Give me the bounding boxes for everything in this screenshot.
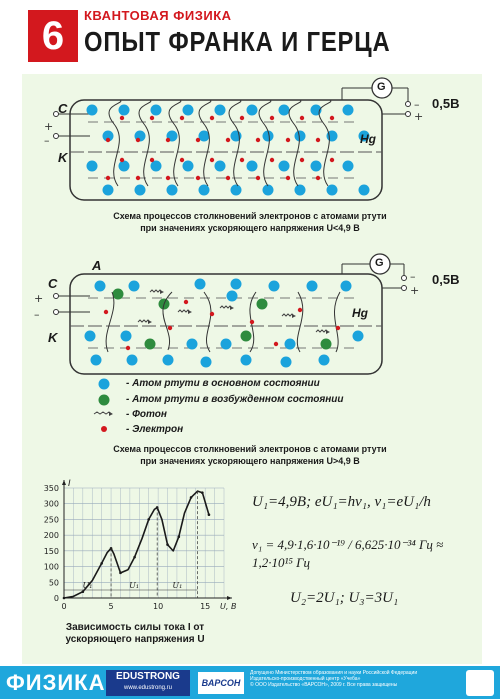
- ground-atom: [319, 355, 330, 366]
- ground-atom: [279, 161, 290, 172]
- ground-atom: [295, 131, 306, 142]
- voltage-2: 0,5В: [432, 272, 460, 287]
- ground-atom: [163, 355, 174, 366]
- terminal: [402, 276, 407, 281]
- caption-1b: при значениях ускоряющего напряжения U<4,9 В: [140, 223, 360, 233]
- y-tick-label: 300: [43, 499, 59, 509]
- ground-atom: [119, 105, 130, 116]
- ground-atom: [343, 105, 354, 116]
- legend-item-excited: - Атом ртути в возбужденном состоянии: [126, 394, 344, 405]
- y-tick-label: 150: [43, 546, 59, 556]
- electron: [106, 176, 110, 180]
- x-tick-label: 5: [108, 602, 114, 611]
- topic-label: КВАНТОВАЯ ФИЗИКА: [84, 8, 232, 23]
- electron: [150, 158, 154, 162]
- data-point: [100, 562, 103, 565]
- svg-text:–: –: [414, 98, 420, 111]
- svg-text:–: –: [410, 270, 416, 283]
- electron-path: [106, 292, 114, 352]
- ground-atom: [221, 339, 232, 350]
- terminal: [54, 134, 59, 139]
- electron-path: [169, 100, 181, 186]
- electron: [286, 176, 290, 180]
- ground-atom: [307, 281, 318, 292]
- svg-text:+: +: [34, 292, 44, 305]
- ground-atom: [295, 185, 306, 196]
- formula-3: U₂=2U₁; U₃=3U₁: [290, 590, 399, 606]
- y-tick-label: 50: [48, 578, 59, 588]
- label-g-1: G: [377, 81, 386, 93]
- terminal: [402, 286, 407, 291]
- x-tick-label: 10: [153, 602, 164, 611]
- electron-path: [229, 100, 241, 186]
- svg-text:+: +: [414, 110, 424, 123]
- electron: [196, 176, 200, 180]
- electron: [166, 138, 170, 142]
- electron-path: [259, 100, 271, 186]
- caption-1a: Схема процессов столкновений электронов с атомами ртути: [113, 211, 387, 221]
- data-point: [201, 491, 204, 494]
- electron: [106, 138, 110, 142]
- label-k-1: K: [58, 150, 68, 165]
- label-c-2: C: [48, 276, 58, 291]
- y-axis-label: I: [68, 479, 71, 489]
- electron: [316, 176, 320, 180]
- electron: [136, 138, 140, 142]
- photon-arrowhead: [160, 290, 164, 294]
- y-tick-label: 250: [43, 515, 59, 525]
- y-tick-label: 100: [43, 562, 59, 572]
- photon-arrowhead: [230, 306, 234, 310]
- caption-2a: Схема процессов столкновений электронов с атомами ртути: [113, 444, 387, 454]
- ground-atom: [311, 161, 322, 172]
- caption-2b: при значениях ускоряющего напряжения U>4,9 В: [140, 456, 360, 466]
- electron: [120, 116, 124, 120]
- label-g-2: G: [375, 257, 384, 269]
- x-axis-arrow: [227, 596, 232, 600]
- photon-arrowhead: [188, 310, 192, 314]
- electron: [336, 326, 340, 330]
- electron: [256, 176, 260, 180]
- electron: [270, 116, 274, 120]
- electron: [330, 158, 334, 162]
- label-k-2: K: [48, 330, 58, 345]
- electron-path: [297, 292, 303, 352]
- ground-atom: [341, 281, 352, 292]
- ground-atom: [195, 279, 206, 290]
- ground-atom: [227, 291, 238, 302]
- electron: [126, 346, 130, 350]
- terminal: [54, 294, 59, 299]
- excited-atom: [113, 289, 124, 300]
- data-point: [82, 590, 85, 593]
- data-point: [63, 597, 66, 600]
- x-axis-label: U, В: [220, 602, 237, 611]
- data-point: [178, 535, 181, 538]
- terminal: [54, 310, 59, 315]
- scheme1-diagram: [0, 74, 500, 224]
- card-number: 6: [28, 10, 78, 62]
- ground-atom: [359, 185, 370, 196]
- electron: [180, 116, 184, 120]
- ground-atom: [129, 281, 140, 292]
- ground-atom: [247, 105, 258, 116]
- current-voltage-chart: [28, 476, 238, 622]
- interval-label: U₁: [129, 581, 140, 590]
- ground-atom: [279, 105, 290, 116]
- subject-label: ФИЗИКА: [6, 670, 106, 695]
- electron: [184, 300, 188, 304]
- formula-1: U₁=4,9В; eU₁=hν₁, ν₁=eU₁/h: [252, 494, 431, 510]
- svg-text:–: –: [34, 308, 40, 321]
- data-point: [166, 543, 169, 546]
- interval-label: U₁: [172, 581, 183, 590]
- electron: [210, 158, 214, 162]
- ground-atom: [183, 161, 194, 172]
- data-point: [119, 572, 122, 575]
- ground-atom: [285, 339, 296, 350]
- x-tick-label: 0: [61, 602, 67, 611]
- excited-atom: [257, 299, 268, 310]
- electron-icon: [101, 426, 107, 432]
- excited-atom: [321, 339, 332, 350]
- ground-atom: [215, 105, 226, 116]
- terminal: [406, 112, 411, 117]
- approval-text: Допущено Министерством образования и науки Российской Федерации Издательско-производственный центр «Учеба» © ООО Издательство «ВАРСОН», 2009 г. Все права защищены: [250, 670, 418, 688]
- electron-path: [109, 100, 121, 186]
- data-point: [208, 513, 211, 516]
- y-tick-label: 350: [43, 484, 59, 493]
- ground-atom: [119, 161, 130, 172]
- legend-item-electron: - Электрон: [126, 424, 184, 435]
- ground-atom: [95, 281, 106, 292]
- photon-arrowhead: [148, 320, 152, 324]
- data-point: [147, 518, 150, 521]
- ground-atom: [231, 185, 242, 196]
- electron: [316, 138, 320, 142]
- ground-atom: [167, 185, 178, 196]
- electron-path: [319, 100, 331, 186]
- electron: [104, 310, 108, 314]
- y-axis-arrow: [62, 480, 66, 485]
- ground-atom: [215, 161, 226, 172]
- ground-atom: [187, 339, 198, 350]
- electron: [274, 342, 278, 346]
- ground-atom: [135, 185, 146, 196]
- electron: [330, 116, 334, 120]
- electron: [210, 116, 214, 120]
- svg-text:+: +: [44, 120, 54, 133]
- label-hg-2: Hg: [352, 306, 368, 320]
- ground-atom: [183, 105, 194, 116]
- electron-path: [334, 292, 340, 352]
- electron-path: [199, 100, 211, 186]
- ground-atom: [85, 331, 96, 342]
- label-a-2: A: [92, 258, 102, 273]
- ground-atom: [353, 331, 364, 342]
- ground-atom: [263, 185, 274, 196]
- electron: [256, 138, 260, 142]
- excited-atom: [145, 339, 156, 350]
- y-tick-label: 0: [53, 594, 59, 603]
- chart-caption: Зависимость силы тока I от ускоряющего напряжения U: [65, 622, 205, 645]
- electron: [180, 158, 184, 162]
- electron: [196, 138, 200, 142]
- electron: [300, 116, 304, 120]
- scheme2-diagram: [0, 252, 500, 382]
- ground-atom: [343, 161, 354, 172]
- electron: [298, 308, 302, 312]
- ground-atom: [269, 281, 280, 292]
- page-title: ОПЫТ ФРАНКА И ГЕРЦА: [84, 26, 391, 57]
- electron: [226, 138, 230, 142]
- photon-arrowhead: [292, 314, 296, 318]
- legend-icons: [90, 374, 130, 440]
- electron: [136, 176, 140, 180]
- ground-atom-icon: [99, 379, 110, 390]
- data-point: [190, 496, 193, 499]
- ground-atom: [127, 355, 138, 366]
- svg-text:+: +: [410, 284, 420, 297]
- ground-atom: [121, 331, 132, 342]
- label-c-1: C: [58, 101, 68, 116]
- electron: [120, 158, 124, 162]
- electron: [168, 326, 172, 330]
- voltage-1: 0,5В: [432, 96, 460, 111]
- interval-label: U₁: [82, 581, 93, 590]
- electron: [240, 158, 244, 162]
- ground-atom: [103, 185, 114, 196]
- ground-atom: [87, 161, 98, 172]
- excited-atom-icon: [99, 395, 110, 406]
- ground-atom: [91, 355, 102, 366]
- data-point: [133, 556, 136, 559]
- x-tick-label: 15: [200, 602, 211, 611]
- photon-arrowhead: [326, 330, 330, 334]
- electron: [166, 176, 170, 180]
- electron: [286, 138, 290, 142]
- ground-atom: [281, 357, 292, 368]
- y-tick-label: 200: [43, 531, 59, 541]
- ground-atom: [151, 105, 162, 116]
- electron: [300, 158, 304, 162]
- ground-atom: [201, 357, 212, 368]
- electron: [240, 116, 244, 120]
- electron: [226, 176, 230, 180]
- publisher-logo: ВАРСОН: [198, 672, 244, 694]
- header: [0, 0, 500, 72]
- formula-2: ν₁ = 4,9·1,6·10⁻¹⁹ / 6,625·10⁻³⁴ Гц ≈ 1,2·10¹⁵ Гц: [252, 537, 444, 570]
- electron-path: [289, 100, 301, 186]
- electron-path: [139, 100, 151, 186]
- ground-atom: [241, 355, 252, 366]
- electron: [210, 312, 214, 316]
- ground-atom: [247, 161, 258, 172]
- brand-logo: EDUSTRONG www.edustrong.ru: [106, 670, 190, 696]
- electron: [150, 116, 154, 120]
- svg-text:–: –: [44, 134, 50, 147]
- label-hg-1: Hg: [360, 132, 376, 146]
- terminal: [406, 102, 411, 107]
- ground-atom: [327, 185, 338, 196]
- legend-item-photon: - Фотон: [126, 409, 167, 420]
- ground-atom: [199, 185, 210, 196]
- electron: [250, 320, 254, 324]
- ground-atom: [231, 279, 242, 290]
- electron: [270, 158, 274, 162]
- electron-path: [204, 292, 211, 352]
- excited-atom: [241, 331, 252, 342]
- partner-logo: [466, 670, 494, 696]
- ground-atom: [87, 105, 98, 116]
- legend-item-ground: - Атом ртути в основном состоянии: [126, 378, 320, 389]
